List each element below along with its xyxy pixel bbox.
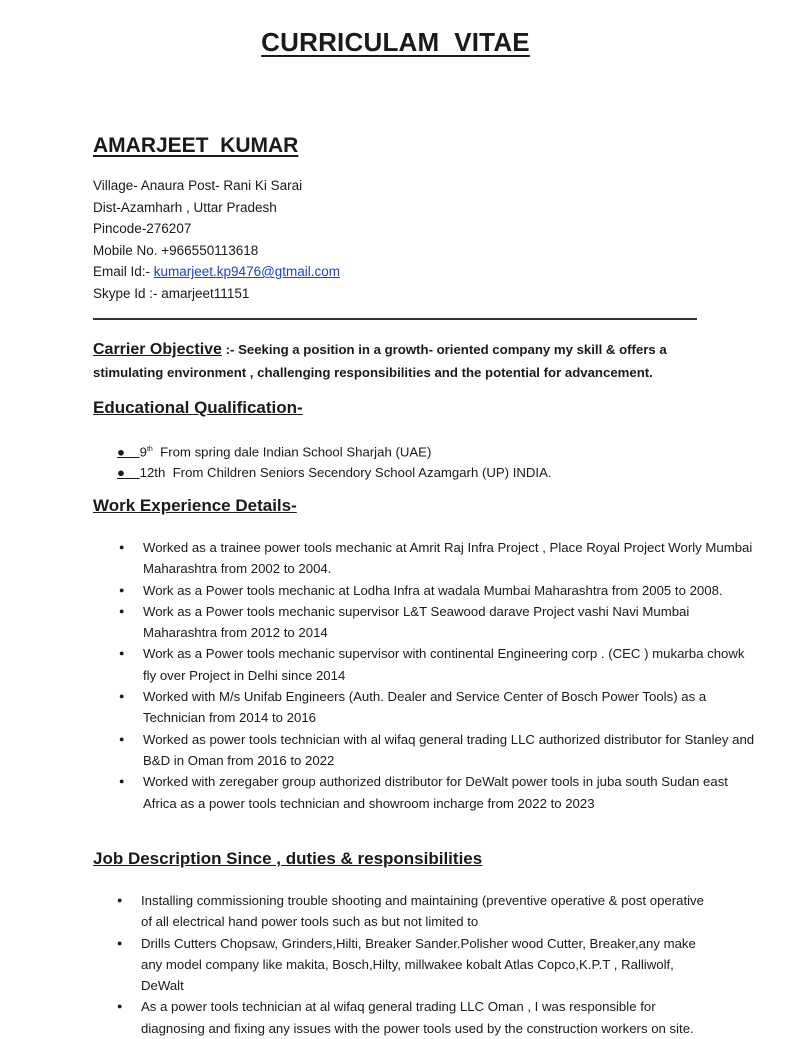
job-item: ● As a power tools technician at al wifaq general trading LLC Oman , I was responsible for diagnosing and fixing any issues with the power tools used by the construction workers on site. bbox=[115, 996, 715, 1039]
email-label: Email Id:- bbox=[93, 264, 154, 279]
title-text: CURRICULAM VITAE bbox=[261, 27, 530, 57]
education-list bbox=[117, 439, 552, 483]
objective-label: Carrier Objective bbox=[93, 341, 222, 358]
bullet-icon: ● bbox=[117, 444, 140, 460]
job-description-list bbox=[115, 890, 715, 1039]
address-line-1: Village- Anaura Post- Rani Ki Sarai bbox=[93, 178, 303, 193]
education-heading: Educational Qualification- bbox=[93, 398, 303, 417]
objective-text: :- Seeking a position in a growth- oriented company my skill & offers a stimulating environment , challenging responsibilities and the potential for advancement. bbox=[93, 342, 667, 380]
email-row bbox=[93, 261, 340, 283]
work-item: ● Work as a Power tools mechanic supervisor with continental Engineering corp . (CEC ) mukarba chowk fly over Project in Delhi since 2014 bbox=[117, 643, 757, 686]
work-item: ● Work as a Power tools mechanic supervisor L&T Seawood darave Project vashi Navi Mumbai Maharashtra from 2012 to 2014 bbox=[117, 601, 757, 644]
contact-block bbox=[93, 175, 340, 304]
bullet-icon: ● bbox=[117, 465, 140, 481]
horizontal-divider bbox=[93, 318, 697, 320]
skype-id: Skype Id :- amarjeet11151 bbox=[93, 285, 250, 301]
objective-section bbox=[93, 338, 713, 384]
pincode: Pincode-276207 bbox=[93, 221, 192, 236]
work-heading: Work Experience Details- bbox=[93, 496, 297, 515]
education-grade: 12th bbox=[139, 465, 166, 481]
work-item: ● Worked with zeregaber group authorized distributor for DeWalt power tools in juba south Sudan east Africa as a power tools technician and showroom incharge from 2022 to 2023 bbox=[117, 771, 757, 814]
work-experience-list bbox=[117, 537, 757, 814]
document-title bbox=[0, 27, 791, 58]
candidate-name: AMARJEET KUMAR bbox=[93, 134, 299, 157]
mobile-number: Mobile No. +966550113618 bbox=[93, 242, 259, 258]
work-item: ● Worked as power tools technician with al wifaq general trading LLC authorized distributor for Stanley and B&D in Oman from 2016 to 2022 bbox=[117, 729, 757, 772]
education-grade: 9 bbox=[139, 444, 147, 460]
education-text: From spring dale Indian School Sharjah (UAE) bbox=[152, 444, 432, 460]
address-line-2: Dist-Azamharh , Uttar Pradesh bbox=[93, 199, 277, 215]
work-item: ● Worked with M/s Unifab Engineers (Auth. Dealer and Service Center of Bosch Power Tools) as a Technician from 2014 to 2016 bbox=[117, 686, 757, 729]
work-item: ● Worked as a trainee power tools mechanic at Amrit Raj Infra Project , Place Royal Project Worly Mumbai Maharashtra from 2002 to 2004. bbox=[117, 537, 757, 580]
job-item: ● Installing commissioning trouble shooting and maintaining (preventive operative & post operative of all electrical hand power tools such as but not limited to bbox=[115, 890, 715, 933]
education-item bbox=[117, 439, 552, 462]
education-text: From Children Seniors Secendory School Azamgarh (UP) INDIA. bbox=[165, 465, 552, 481]
education-grade-suffix: th bbox=[146, 446, 153, 453]
work-item: ● Work as a Power tools mechanic at Lodha Infra at wadala Mumbai Maharashtra from 2005 to 2008. bbox=[117, 580, 757, 601]
email-link[interactable]: kumarjeet.kp9476@gtmail.com bbox=[153, 264, 341, 279]
job-description-heading: Job Description Since , duties & responsibilities bbox=[93, 849, 483, 868]
job-item: ● Drills Cutters Chopsaw, Grinders,Hilti, Breaker Sander.Polisher wood Cutter, Breaker,any make any model company like makita, Bosch,Hilty, millwakee kobalt Atlas Copco,K.P.T , Ralliwolf, DeWalt bbox=[115, 933, 715, 997]
education-item bbox=[117, 462, 552, 483]
